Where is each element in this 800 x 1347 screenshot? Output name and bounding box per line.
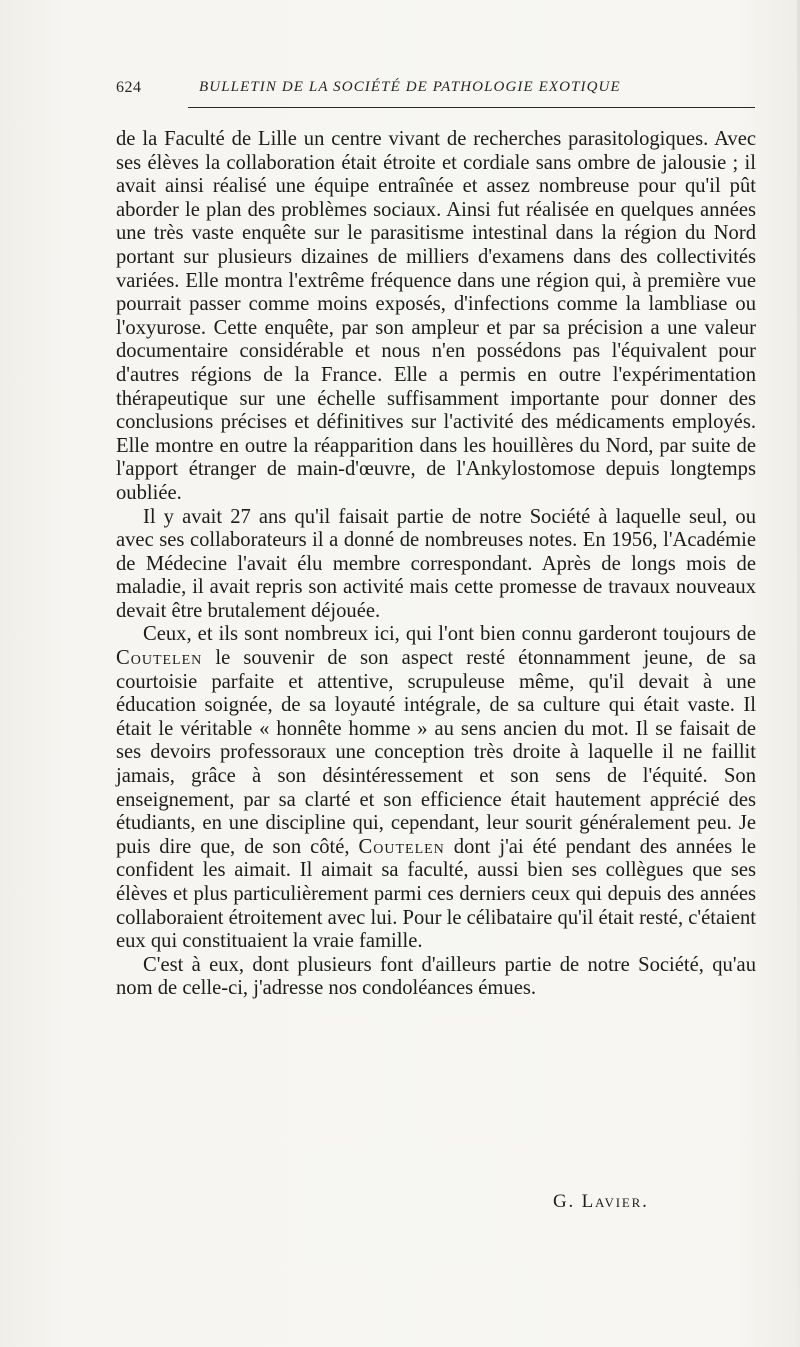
paragraph-3-part-a: Ceux, et ils sont nombreux ici, qui l'ont bien connu garderont toujours de: [143, 623, 756, 646]
paragraph-3-part-c: dont j'ai été pendant des années le confident les aimait. Il aimait sa faculté, aussi bien ses collègues que ses élèves et plus particulièrement parmi ces derniers ceux qui depuis des années collaboraient étroitement avec lui. Pour le célibataire qu'il était resté, c'étaient eux qui constituaient la vraie famille.: [116, 835, 756, 953]
page-header: [116, 79, 756, 107]
running-title: BULLETIN DE LA SOCIÉTÉ DE PATHOLOGIE EXOTIQUE: [199, 79, 621, 95]
signature-initial: G.: [553, 1191, 576, 1212]
author-signature: [553, 1191, 649, 1213]
person-name: Coutelen: [116, 647, 203, 670]
paragraph-2: Il y avait 27 ans qu'il faisait partie de notre Société à laquelle seul, ou avec ses collaborateurs il a donné de nombreuses notes. En 1956, l'Académie de Médecine l'avait élu membre correspondant. Après de longs mois de maladie, il avait repris son activité mais cette promesse de travaux nouveaux devait être brutalement déjouée.: [116, 505, 756, 622]
paragraph-3-part-b: le souvenir de son aspect resté étonnamment jeune, de sa courtoisie parfaite et attentive, scrupuleuse même, qu'il devait à une éducation soignée, de sa loyauté intégrale, de sa culture qui était vaste. Il était le véritable « honnête homme » au sens ancien du mot. Il se faisait de ses devoirs professoraux une conception très droite à laquelle il ne faillit jamais, grâce à son désintéressement et son sens de l'équité. Son enseignement, par sa clarté et son efficience était hautement apprécié des étudiants, en une discipline qui, cependant, leur sourit généralement peu. Je puis dire que, de son côté,: [116, 647, 757, 858]
paragraph-3: [116, 623, 756, 953]
signature-surname: Lavier.: [581, 1191, 649, 1212]
paragraph-4: C'est à eux, dont plusieurs font d'ailleurs partie de notre Société, qu'au nom de celle-ci, j'adresse nos condoléances émues.: [116, 953, 756, 1000]
article-body: [116, 128, 756, 1001]
person-name: Coutelen: [358, 835, 445, 858]
page-number: 624: [116, 79, 142, 96]
paragraph-1: de la Faculté de Lille un centre vivant de recherches parasitologiques. Avec ses élèves la collaboration était étroite et cordiale sans ombre de jalousie ; il avait ainsi réalisé une équipe entraînée et assez nombreuse pour qu'il pût aborder le plan des problèmes sociaux. Ainsi fut réalisée en quelques années une très vaste enquête sur le parasitisme intestinal dans la région du Nord portant sur plusieurs dizaines de milliers d'examens dans des collectivités variées. Elle montra l'extrême fréquence dans une région qui, à première vue pourrait passer comme moins exposés, d'infections comme la lambliase ou l'oxyurose. Cette enquête, par son ampleur et par sa précision a une valeur documentaire considérable et nous n'en possédons pas l'équivalent pour d'autres régions de la France. Elle a permis en outre l'expérimentation thérapeutique sur une échelle suffisamment importante pour donner des conclusions précises et définitives sur l'activité des médicaments employés. Elle montre en outre la réapparition dans les houillères du Nord, par suite de l'apport étranger de main-d'œuvre, de l'Ankylostomose depuis longtemps oubliée.: [116, 128, 756, 504]
header-rule: [188, 107, 755, 108]
